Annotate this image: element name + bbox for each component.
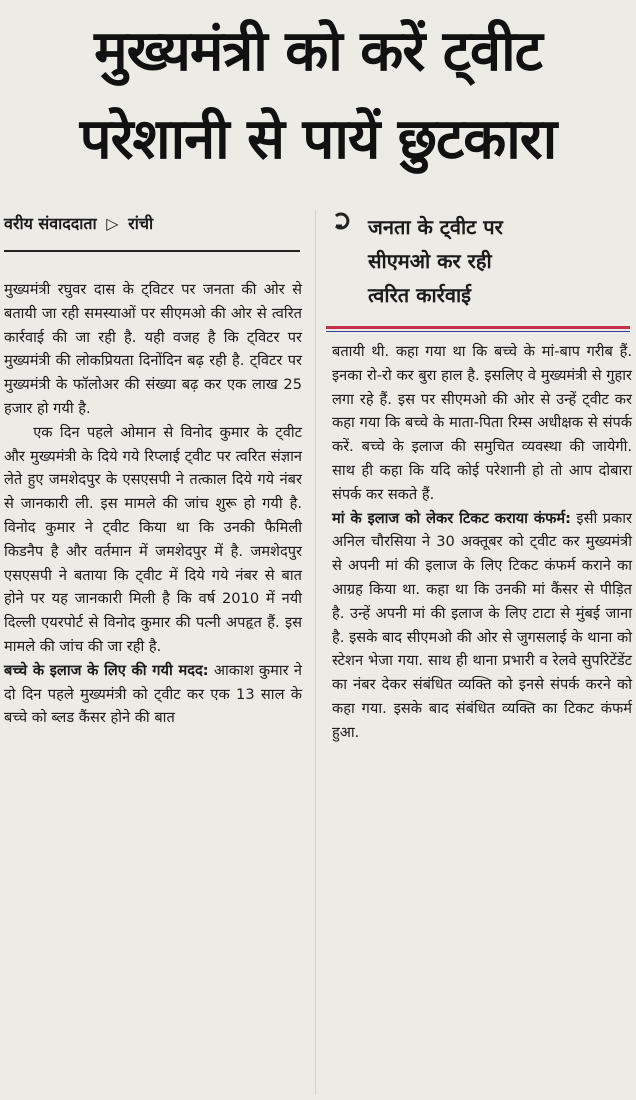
paragraph-child-continued: बतायी थी. कहा गया था कि बच्चे के मां-बाप गरीब हैं. इनका रो-रो कर बुरा हाल है. इसलिए वे मुख्यमंत्री से गुहार लगा रहे हैं. इस पर सीएमओ की ओर से उन्हें ट्वीट कर कहा गया कि बच्चे के माता-पिता रिम्स अधीक्षक से संपर्क करें. बच्चे के इलाज की समुचित व्यवस्था की जायेगी. साथ ही कहा कि यदि कोई परेशानी हो तो आप दोबारा संपर्क कर सकते हैं. [332,343,632,503]
column-divider [315,210,316,1095]
paragraph-intro: मुख्यमंत्री रघुवर दास के ट्विटर पर जनता की ओर से बतायी जा रही समस्याओं पर सीएमओ की ओर से त्वरित कार्रवाई की जा रही है. यही वजह है कि ट्विटर पर मुख्यमंत्री की लोकप्रियता दिनोंदिन बढ़ रही है. ट्विटर पर मुख्यमंत्री के फॉलोअर की संख्या बढ़ कर एक लाख 25 हजार हो गयी है. [4,281,302,417]
byline [4,212,300,242]
paragraph-ticket-text: इसी प्रकार अनिल चौरसिया ने 30 अक्तूबर को ट्वीट कर मुख्यमंत्री से अपनी मां की इलाज के लिए टिकट कंफर्म कराने का आग्रह किया था. कहा था कि उनकी मां कैंसर से पीड़ित है. उन्हें अपनी मां की इलाज के लिए टाटा से मुंबई जाना है. इसके बाद सीएमओ की ओर से जुगसलाई के थाना को स्टेशन भेजा गया. साथ ही थाना प्रभारी व रेलवे सुपरिटेंडेंट का नंबर देकर संबंधित व्यक्ति को इनसे संपर्क करने को कहा गया. इसके बाद संबंधित व्यक्ति का टिकट कंफर्म हुआ. [332,509,632,741]
side-heading-line-3: त्वरित कार्रवाई [368,283,471,307]
headline-line-2: परेशानी से पायें छुटकारा [79,107,557,172]
side-heading-rule [326,326,630,329]
byline-rule [4,250,300,252]
paragraph-child-help [4,659,302,730]
byline-author: वरीय संवाददाता [4,214,97,233]
left-column [4,278,302,730]
subheading-child-help: बच्चे के इलाज के लिए की गयी मदद: [4,661,209,679]
paragraph-child-help-text: आकाश कुमार ने दो दिन पहले मुख्यमंत्री को ट्वीट कर एक 13 साल के बच्चे को ब्लड कैंसर होने की बात [4,661,302,727]
headline [0,8,636,184]
curved-arrow-icon [332,210,356,244]
play-arrow-icon: ▷ [106,214,119,233]
side-heading [332,210,632,312]
paragraph-oman: एक दिन पहले ओमान से विनोद कुमार के ट्वीट और मुख्यमंत्री के दिये गये रिप्लाई ट्वीट पर त्वरित संज्ञान लेते हुए जमशेदपुर के एसएसपी ने तत्काल दिये गये नंबर से जानकारी ली. इस मामले की जांच शुरू हो गयी है. विनोद कुमार ने ट्वीट किया था कि उनकी फैमिली किडनैप है और वर्तमान में जमशेदपुर में है. जमशेदपुर एसएसपी ने बताया कि ट्वीट में दिये गये नंबर से बात होने पर यह जानकारी मिली है कि वर्ष 2010 में नयी दिल्ली एयरपोर्ट से विनोद कुमार की पत्नी अपहृत हैं. इस मामले की जांच की जा रही है. [4,423,302,655]
side-heading-line-1: जनता के ट्वीट पर [368,215,503,239]
headline-line-1: मुख्यमंत्री को करें ट्वीट [94,19,542,84]
byline-place: रांची [128,214,154,233]
paragraph-ticket [332,507,632,745]
side-heading-line-2: सीएमओ कर रही [368,249,492,273]
subheading-ticket: मां के इलाज को लेकर टिकट कराया कंफर्म: [332,509,571,527]
right-column [332,340,632,745]
side-heading-rule-2 [326,331,630,332]
